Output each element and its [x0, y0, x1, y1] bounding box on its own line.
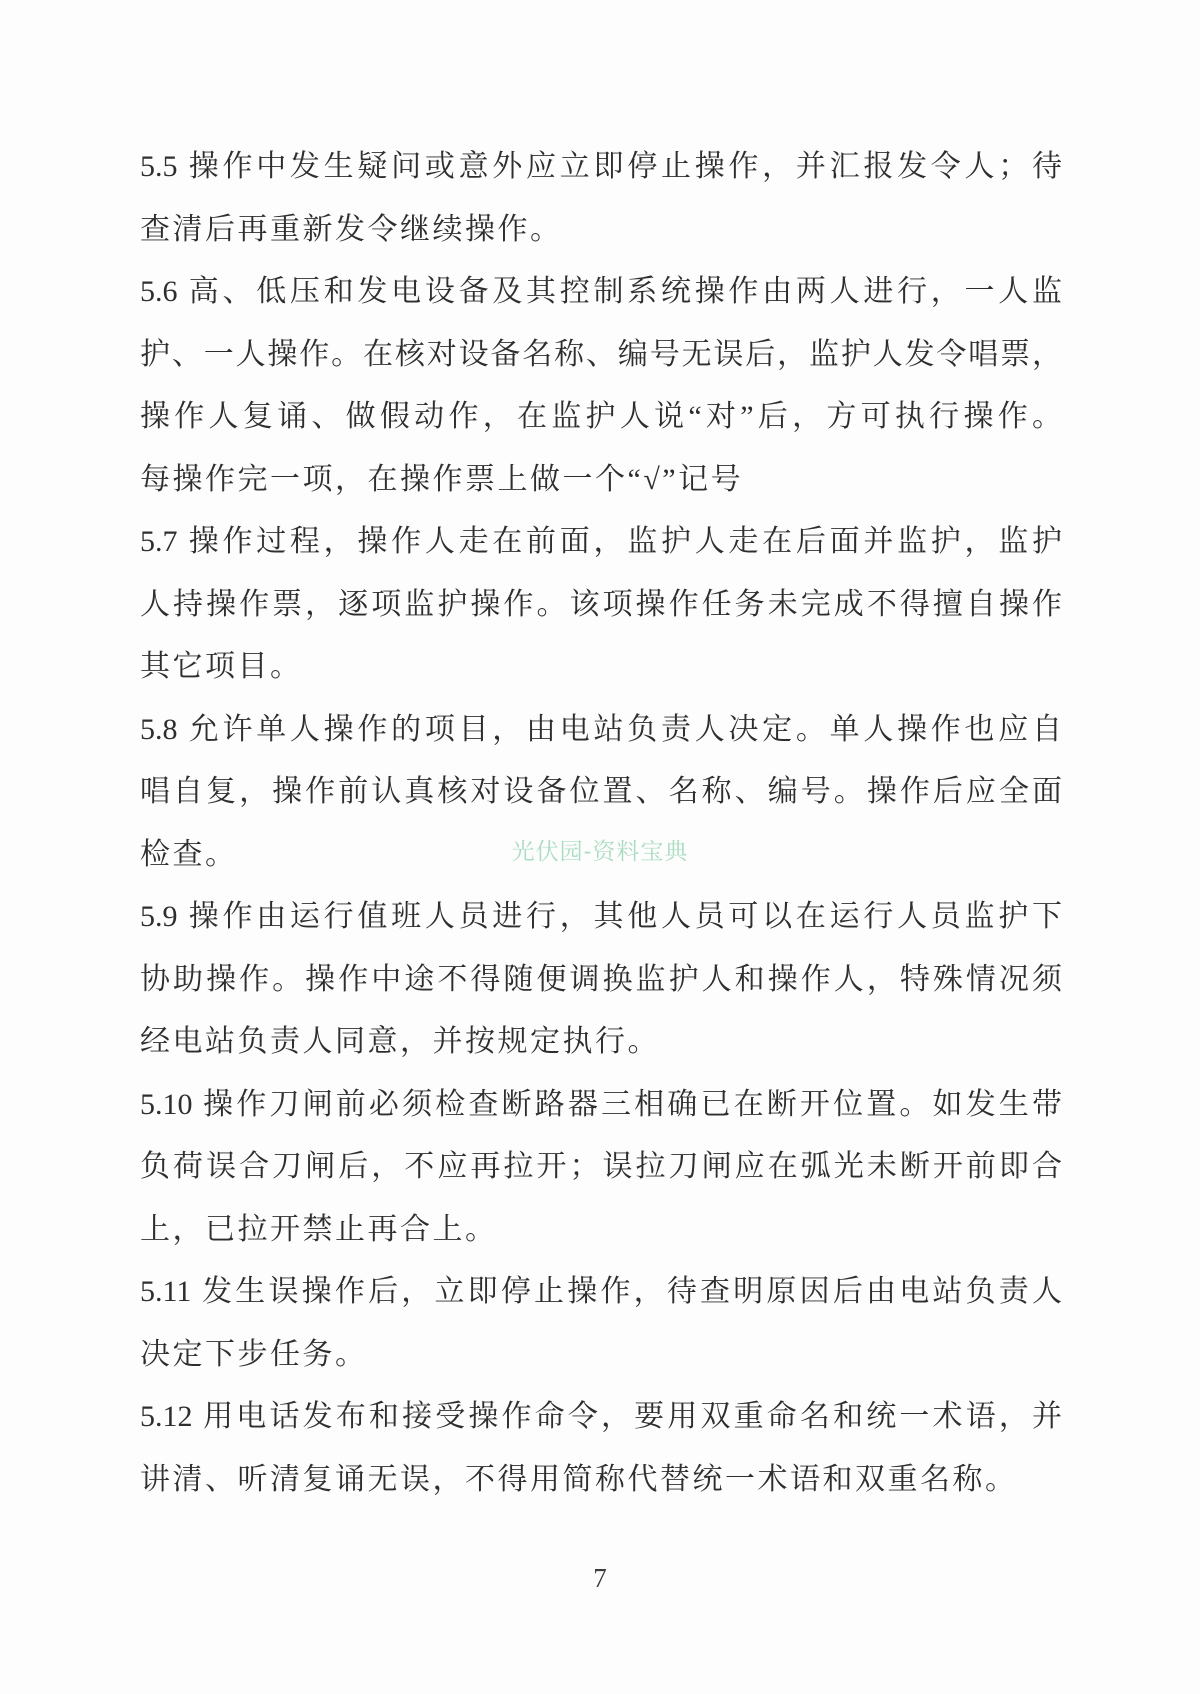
text-line: 协助操作。操作中途不得随便调换监护人和操作人，特殊情况须: [140, 962, 1062, 996]
text-line: 5.7 操作过程，操作人走在前面，监护人走在后面并监护，监护: [140, 525, 1062, 558]
text-line: 5.12 用电话发布和接受操作命令，要用双重命名和统一术语，并: [140, 1400, 1062, 1433]
text-line: 5.11 发生误操作后，立即停止操作，待查明原因后由电站负责人: [140, 1275, 1062, 1308]
text-line: 5.6 高、低压和发电设备及其控制系统操作由两人进行，一人监: [140, 275, 1062, 308]
text-line: 5.8 允许单人操作的项目，由电站负责人决定。单人操作也应自: [140, 712, 1062, 746]
text-line: 负荷误合刀闸后，不应再拉开；误拉刀闸应在弧光未断开前即合: [140, 1150, 1062, 1183]
text-line: 人持操作票，逐项监护操作。该项操作任务未完成不得擅自操作: [140, 587, 1062, 621]
text-line: 经电站负责人同意，并按规定执行。: [140, 1025, 660, 1058]
text-line: 5.9 操作由运行值班人员进行，其他人员可以在运行人员监护下: [140, 900, 1062, 933]
text-line: 决定下步任务。: [140, 1337, 368, 1371]
text-line: 检查。: [140, 837, 238, 871]
text-line: 护、一人操作。在核对设备名称、编号无误后，监护人发令唱票，: [140, 337, 1062, 371]
text-line: 每操作完一项，在操作票上做一个“√”记号: [140, 462, 744, 496]
text-line: 查清后再重新发令继续操作。: [140, 212, 563, 246]
page-number: 7: [593, 1563, 607, 1593]
text-line: 讲清、听清复诵无误，不得用简称代替统一术语和双重名称。: [140, 1462, 1018, 1496]
text-line: 唱自复，操作前认真核对设备位置、名称、编号。操作后应全面: [140, 775, 1062, 808]
text-line: 上，已拉开禁止再合上。: [140, 1212, 498, 1246]
text-line: 其它项目。: [140, 650, 303, 683]
watermark: 光伏园-资料宝典: [511, 838, 689, 864]
text-line: 5.10 操作刀闸前必须检查断路器三相确已在断开位置。如发生带: [140, 1087, 1062, 1121]
text-line: 5.5 操作中发生疑问或意外应立即停止操作，并汇报发令人；待: [140, 150, 1062, 183]
document-body: [140, 136, 1062, 1511]
text-line: 操作人复诵、做假动作，在监护人说“对”后，方可执行操作。: [140, 400, 1062, 433]
